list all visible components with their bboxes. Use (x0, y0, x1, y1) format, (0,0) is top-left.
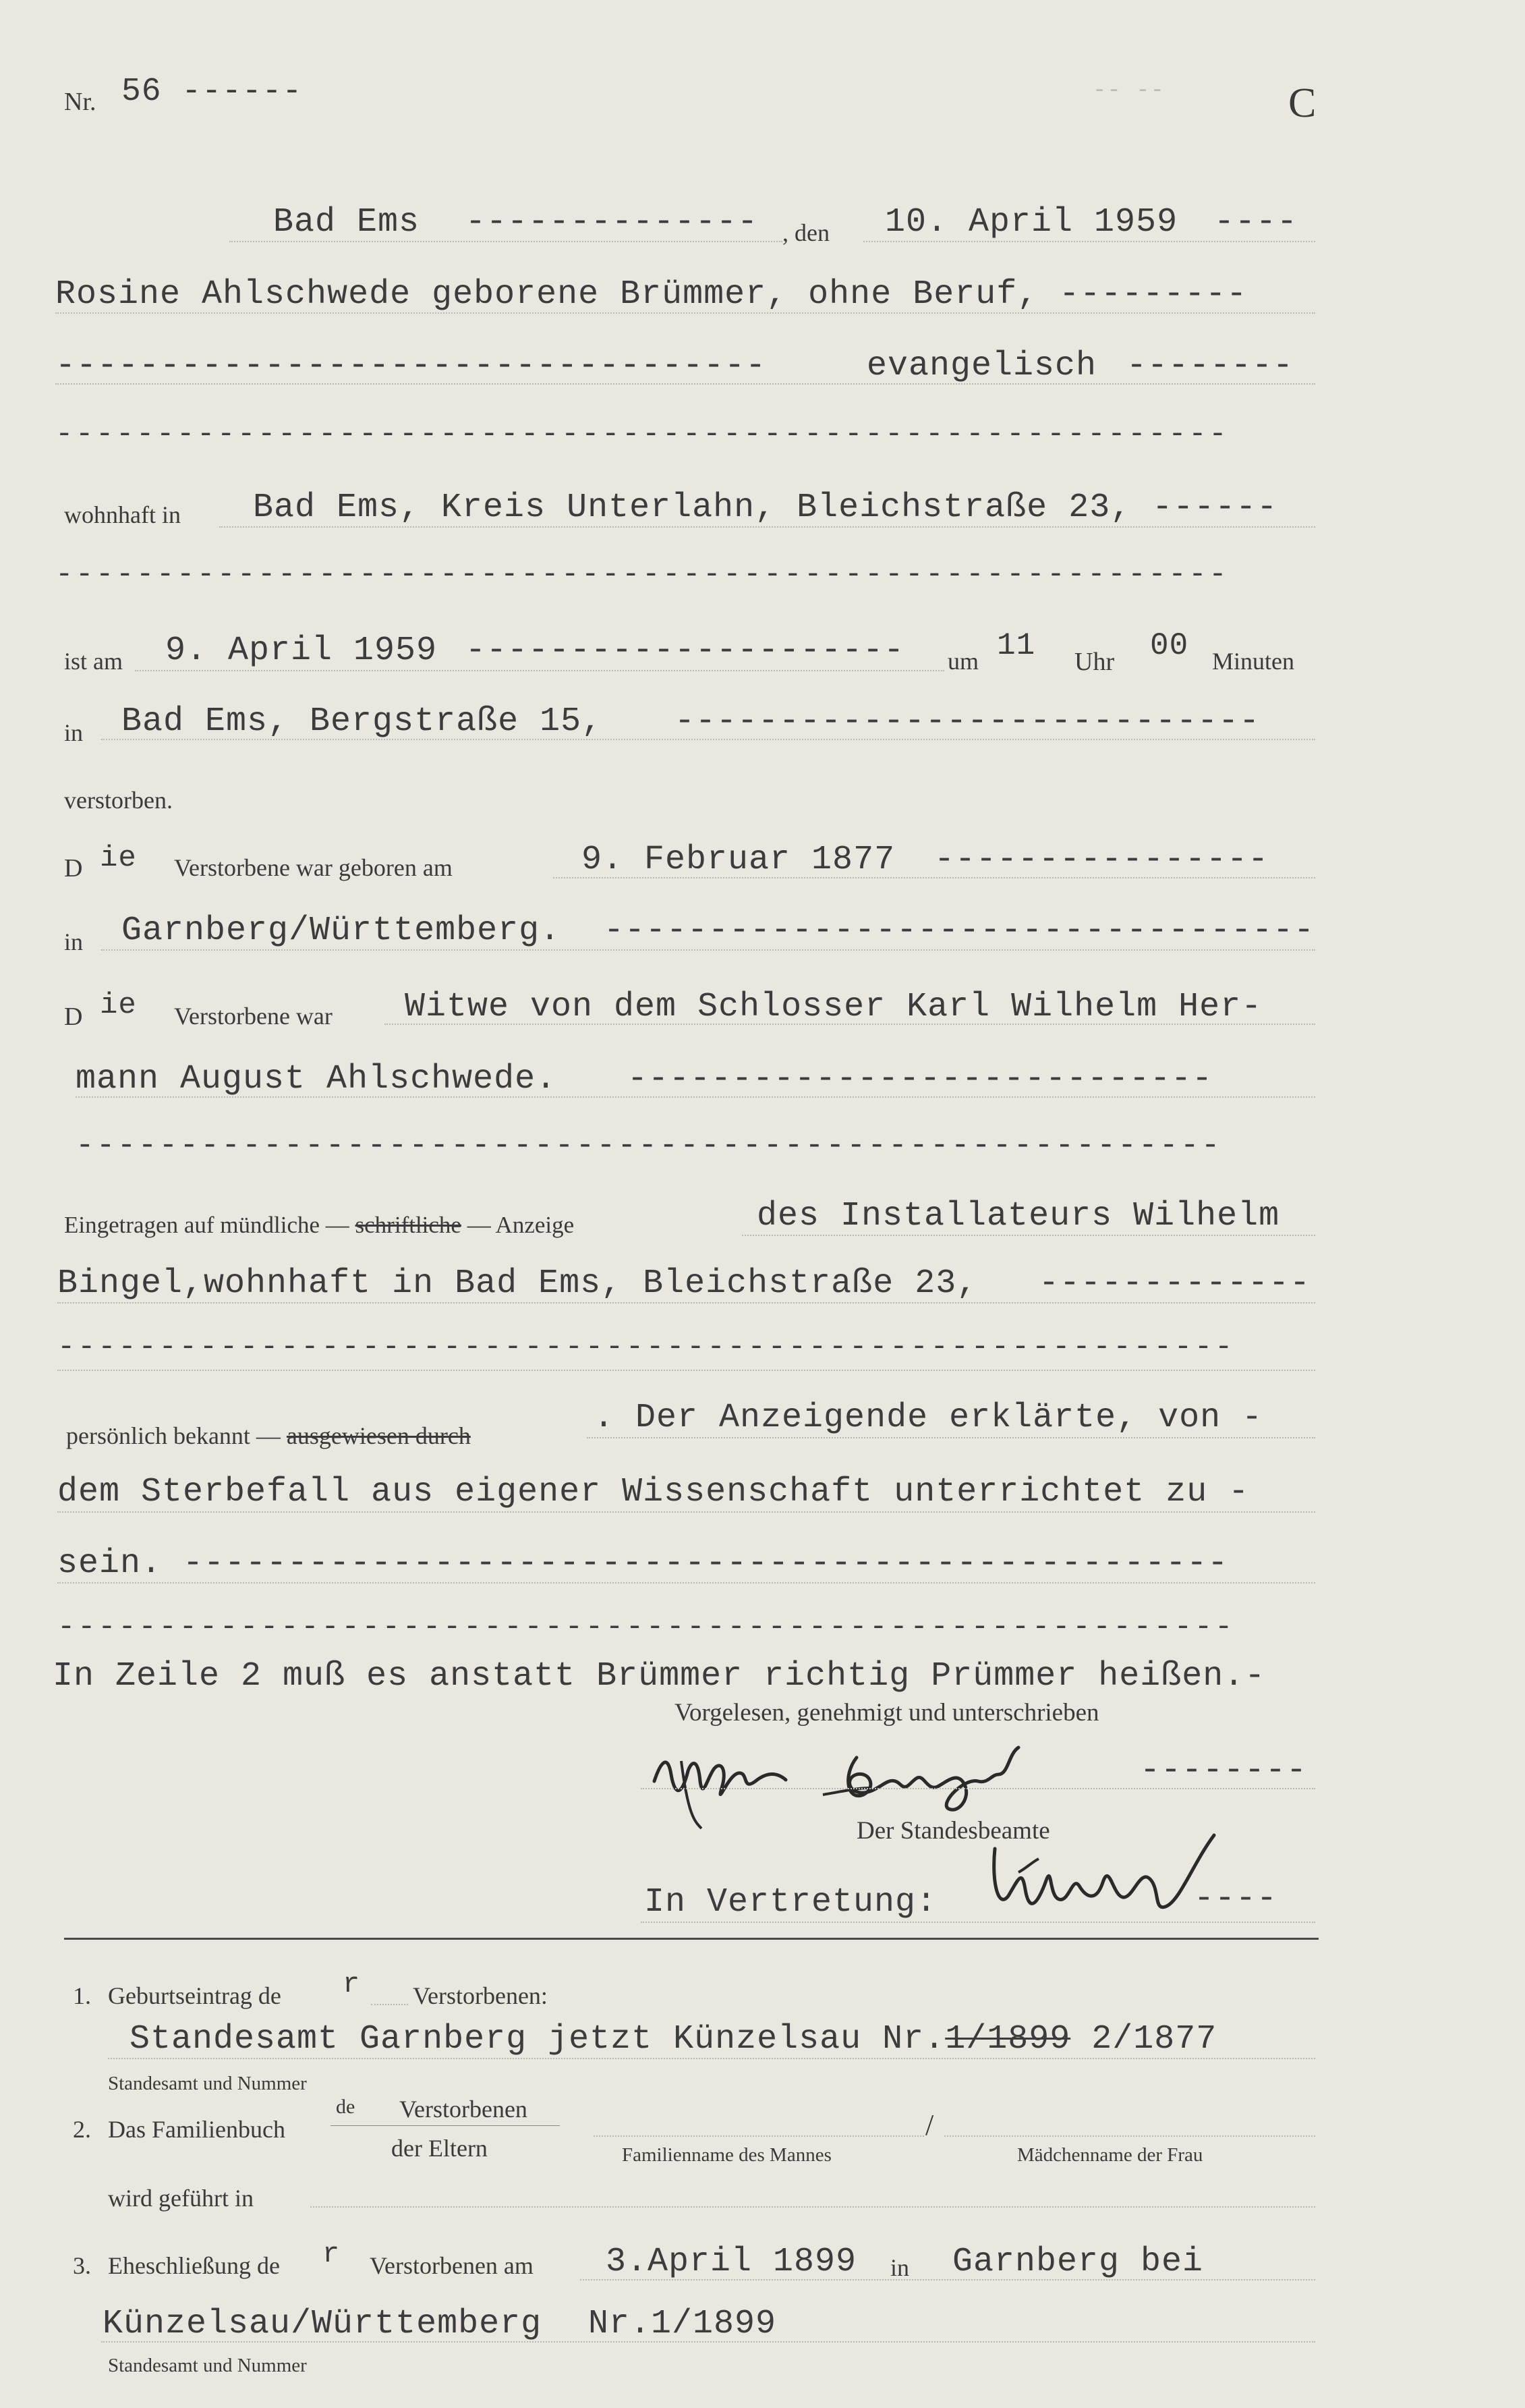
death-date: 9. April 1959 (165, 632, 438, 670)
dotted-line (371, 2004, 408, 2005)
dotted-line (229, 241, 782, 242)
dash-filler: --------------------- (465, 632, 905, 670)
religion: evangelisch (867, 347, 1097, 385)
marriage-date: 3.April 1899 (606, 2243, 857, 2281)
residence-value: Bad Ems, Kreis Unterlahn, Bleichstraße 23, ------ (253, 488, 1278, 527)
birth-date: 9. Februar 1877 (581, 841, 896, 879)
dash-filler: ---------------- (934, 841, 1269, 879)
dotted-line (219, 526, 1315, 528)
marital-status: Witwe von dem Schlosser Karl Wilhelm Her- (405, 988, 1263, 1026)
marital-status-continued: mann August Ahlschwede. (76, 1060, 557, 1098)
note-2-label: Das Familienbuch (108, 2116, 285, 2143)
note-2-number: 2. (73, 2116, 91, 2143)
dotted-line (863, 241, 1315, 242)
born-label: Verstorbene war geboren am (174, 854, 453, 881)
marriage-register-number: Nr.1/1899 (588, 2305, 777, 2343)
minuten-label: Minuten (1212, 648, 1294, 675)
dash-filler: -------- (1126, 347, 1294, 385)
wife-maiden-name-caption: Mädchenname der Frau (1017, 2144, 1203, 2166)
informant-continued: Bingel,wohnhaft in Bad Ems, Bleichstraße 23, (57, 1264, 978, 1303)
option-parents: der Eltern (391, 2135, 488, 2162)
dotted-line (57, 1302, 1315, 1304)
dash-filler: -------------- (465, 203, 759, 242)
declaration-end: sein. -------------------------------------------------- (57, 1544, 1229, 1583)
dash-filler: ------------------------------------------------------- (76, 1128, 1222, 1163)
separator-rule (64, 1938, 1319, 1940)
dash-filler: ---------------------------------- (55, 347, 767, 385)
in-label: in (890, 2254, 910, 2281)
den-label: , den (782, 219, 830, 246)
nr-label: Nr. (64, 88, 96, 116)
declaration: . Der Anzeigende erklärte, von - (594, 1399, 1263, 1437)
registration-label: Eingetragen auf mündliche — schriftliche — Anzeige (64, 1212, 575, 1238)
residence-label: wohnhaft in (64, 501, 181, 528)
death-hour: 11 (997, 628, 1036, 663)
husband-surname-caption: Familienname des Mannes (622, 2144, 832, 2166)
dotted-line (101, 2341, 1315, 2343)
gender-suffix: ie (100, 988, 137, 1022)
dash-filler: ---------------------------------- (604, 912, 1315, 950)
d-prefix: D (64, 1003, 83, 1031)
dotted-line (57, 1511, 1315, 1513)
dotted-line (944, 2135, 1315, 2137)
option-deceased: Verstorbenen (399, 2096, 527, 2123)
dash-filler: ---------------------------------------------------------- (55, 418, 1230, 451)
dotted-line (587, 1437, 1315, 1438)
dotted-line (742, 1235, 1315, 1236)
status-label: Verstorbene war (174, 1003, 333, 1030)
dash-filler: ---------------------------- (627, 1060, 1213, 1098)
dotted-line (310, 2206, 1315, 2208)
dash-filler: ---------------------------- (674, 702, 1261, 741)
registry-place: Bad Ems (273, 203, 420, 242)
dotted-line (55, 312, 1315, 314)
birth-register-office: Standesamt Garnberg jetzt Künzelsau Nr.1/1899 2/1877 (130, 2020, 1217, 2059)
correction-note: In Zeile 2 muß es anstatt Brümmer richtig Prümmer heißen.- (53, 1657, 1266, 1696)
corner-letter: C (1288, 80, 1317, 126)
note-1-number: 1. (73, 1982, 91, 2009)
dotted-line (641, 1788, 1315, 1789)
note-3-label-2: Verstorbenen am (370, 2252, 534, 2279)
slash: / (925, 2108, 934, 2141)
substitution-label: In Vertretung: (644, 1883, 938, 1922)
gender-suffix: r (343, 1968, 361, 2000)
gender-suffix: r (322, 2238, 341, 2270)
registrar-label: Der Standesbeamte (857, 1817, 1050, 1845)
dash-filler: ---- (1194, 1880, 1278, 1918)
identification-label: persönlich bekannt — ausgewiesen durch (66, 1422, 471, 1449)
dotted-line (580, 2279, 1315, 2280)
office-number-caption: Standesamt und Nummer (108, 2073, 307, 2094)
dotted-line (57, 1370, 1315, 1371)
dotted-line (641, 1922, 1315, 1923)
read-approved-signed: Vorgelesen, genehmigt und unterschrieben (674, 1699, 1099, 1727)
note-1-label: Geburtseintrag de (108, 1982, 281, 2009)
in-label: in (64, 719, 84, 746)
dash-filler: ---- (1214, 203, 1298, 242)
de-label: de (336, 2096, 355, 2118)
uhr-label: Uhr (1074, 648, 1115, 676)
dotted-line (553, 877, 1315, 878)
dotted-line (76, 1096, 1315, 1098)
note-1-label-2: Verstorbenen: (413, 1982, 548, 2009)
dotted-line (101, 949, 1315, 951)
dash-filler: ---------------------------------------------------------- (57, 1611, 1236, 1644)
death-place: Bad Ems, Bergstraße 15, (121, 702, 603, 741)
dash-filler: ---------------------------------------------------------- (55, 558, 1230, 592)
dotted-line (55, 383, 1315, 385)
kept-in-label: wird geführt in (108, 2185, 254, 2212)
died-on-label: ist am (64, 648, 123, 675)
note-3-label: Eheschließung de (108, 2252, 280, 2279)
dotted-line (135, 670, 944, 671)
informant: des Installateurs Wilhelm (757, 1197, 1280, 1235)
fraction-line (330, 2125, 560, 2126)
dotted-line (101, 739, 1315, 740)
d-prefix: D (64, 854, 83, 883)
note-3-number: 3. (73, 2252, 91, 2279)
death-minutes: 00 (1150, 628, 1189, 663)
um-label: um (948, 648, 979, 675)
dotted-line (108, 2058, 1315, 2059)
registry-date: 10. April 1959 (885, 203, 1178, 242)
dotted-line (594, 2135, 924, 2137)
marriage-place: Garnberg bei (952, 2243, 1204, 2281)
dash-filler: ------------- (1039, 1264, 1311, 1303)
deceased-label: verstorben. (64, 787, 173, 814)
in-label: in (64, 928, 84, 955)
deceased-name: Rosine Ahlschwede geborene Brümmer, ohne Beruf, --------- (55, 275, 1248, 314)
marriage-place-continued: Künzelsau/Württemberg (103, 2305, 542, 2343)
dash-filler: -------- (1140, 1752, 1308, 1790)
gender-suffix: ie (100, 841, 137, 875)
birth-place: Garnberg/Württemberg. (121, 912, 561, 950)
declaration-continued: dem Sterbefall aus eigener Wissenschaft unterrichtet zu - (57, 1473, 1250, 1511)
dash-filler: ---------------------------------------------------------- (57, 1331, 1236, 1364)
faint-dashes: -- -- (1093, 78, 1166, 104)
office-number-caption: Standesamt und Nummer (108, 2355, 307, 2376)
entry-number: 56 ------ (121, 74, 303, 110)
dotted-line (384, 1024, 1315, 1025)
dotted-line (57, 1582, 1315, 1584)
